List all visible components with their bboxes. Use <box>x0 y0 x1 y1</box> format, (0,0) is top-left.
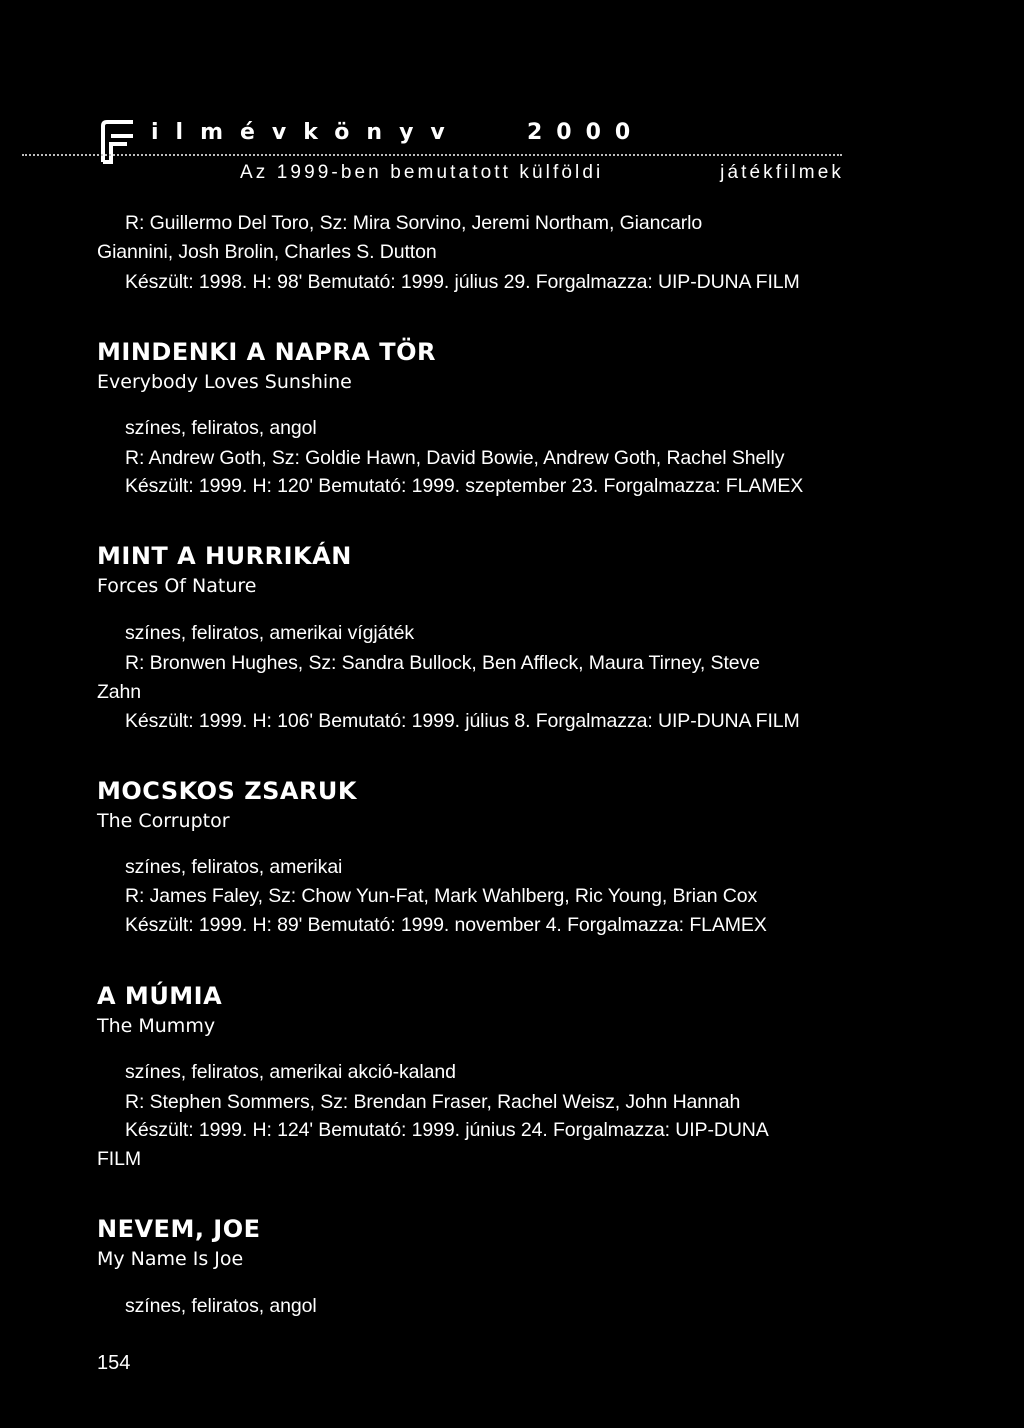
film-title: MINDENKI A NAPRA TÖR <box>97 338 437 366</box>
film-credits-line-1: R: Andrew Goth, Sz: Goldie Hawn, David Bowie, Andrew Goth, Rachel Shelly <box>125 447 785 469</box>
film-title: MOCSKOS ZSARUK <box>97 777 358 805</box>
film-title: A MÚMIA <box>97 982 223 1010</box>
header-dotted-rule <box>22 154 842 156</box>
masthead-year: 2000 <box>527 120 645 145</box>
film-info-line-1: Készült: 1999. H: 89' Bemutató: 1999. november 4. Forgalmazza: FLAMEX <box>125 914 767 936</box>
film-meta: színes, feliratos, amerikai akció-kaland <box>125 1061 456 1083</box>
prev-credits-line-2: Giannini, Josh Brolin, Charles S. Dutton <box>97 241 437 263</box>
film-original-title: My Name Is Joe <box>97 1248 244 1270</box>
prev-info-line: Készült: 1998. H: 98' Bemutató: 1999. július 29. Forgalmazza: UIP-DUNA FILM <box>125 271 800 293</box>
masthead-title: ilmévkönyv <box>151 120 462 145</box>
masthead-subtitle <box>240 162 844 184</box>
film-info-line-1: Készült: 1999. H: 106' Bemutató: 1999. július 8. Forgalmazza: UIP-DUNA FILM <box>125 710 800 732</box>
page-number: 154 <box>97 1352 131 1374</box>
film-credits-line-2: Zahn <box>97 681 142 703</box>
film-meta: színes, feliratos, angol <box>125 1295 317 1317</box>
subtitle-left: Az 1999-ben bemutatott külföldi <box>240 162 604 183</box>
film-meta: színes, feliratos, amerikai <box>125 856 343 878</box>
film-info-line-2: FILM <box>97 1148 142 1170</box>
film-info-line-1: Készült: 1999. H: 124' Bemutató: 1999. június 24. Forgalmazza: UIP-DUNA <box>125 1119 769 1141</box>
film-original-title: Forces Of Nature <box>97 575 257 597</box>
film-title: MINT A HURRIKÁN <box>97 542 352 570</box>
subtitle-right: játékfilmek <box>720 162 844 183</box>
film-credits-line-1: R: James Faley, Sz: Chow Yun-Fat, Mark Wahlberg, Ric Young, Brian Cox <box>125 885 758 907</box>
film-title: NEVEM, JOE <box>97 1215 261 1243</box>
film-meta: színes, feliratos, angol <box>125 417 317 439</box>
film-original-title: The Mummy <box>97 1015 216 1037</box>
prev-credits-line-1: R: Guillermo Del Toro, Sz: Mira Sorvino, Jeremi Northam, Giancarlo <box>125 212 703 234</box>
film-original-title: Everybody Loves Sunshine <box>97 371 352 393</box>
film-credits-line-1: R: Stephen Sommers, Sz: Brendan Fraser, Rachel Weisz, John Hannah <box>125 1091 741 1113</box>
film-info-line-1: Készült: 1999. H: 120' Bemutató: 1999. szeptember 23. Forgalmazza: FLAMEX <box>125 475 804 497</box>
film-credits-line-1: R: Bronwen Hughes, Sz: Sandra Bullock, Ben Affleck, Maura Tirney, Steve <box>125 652 760 674</box>
film-original-title: The Corruptor <box>97 810 230 832</box>
film-meta: színes, feliratos, amerikai vígjáték <box>125 622 415 644</box>
film-letter-f-logo-icon <box>97 118 137 164</box>
